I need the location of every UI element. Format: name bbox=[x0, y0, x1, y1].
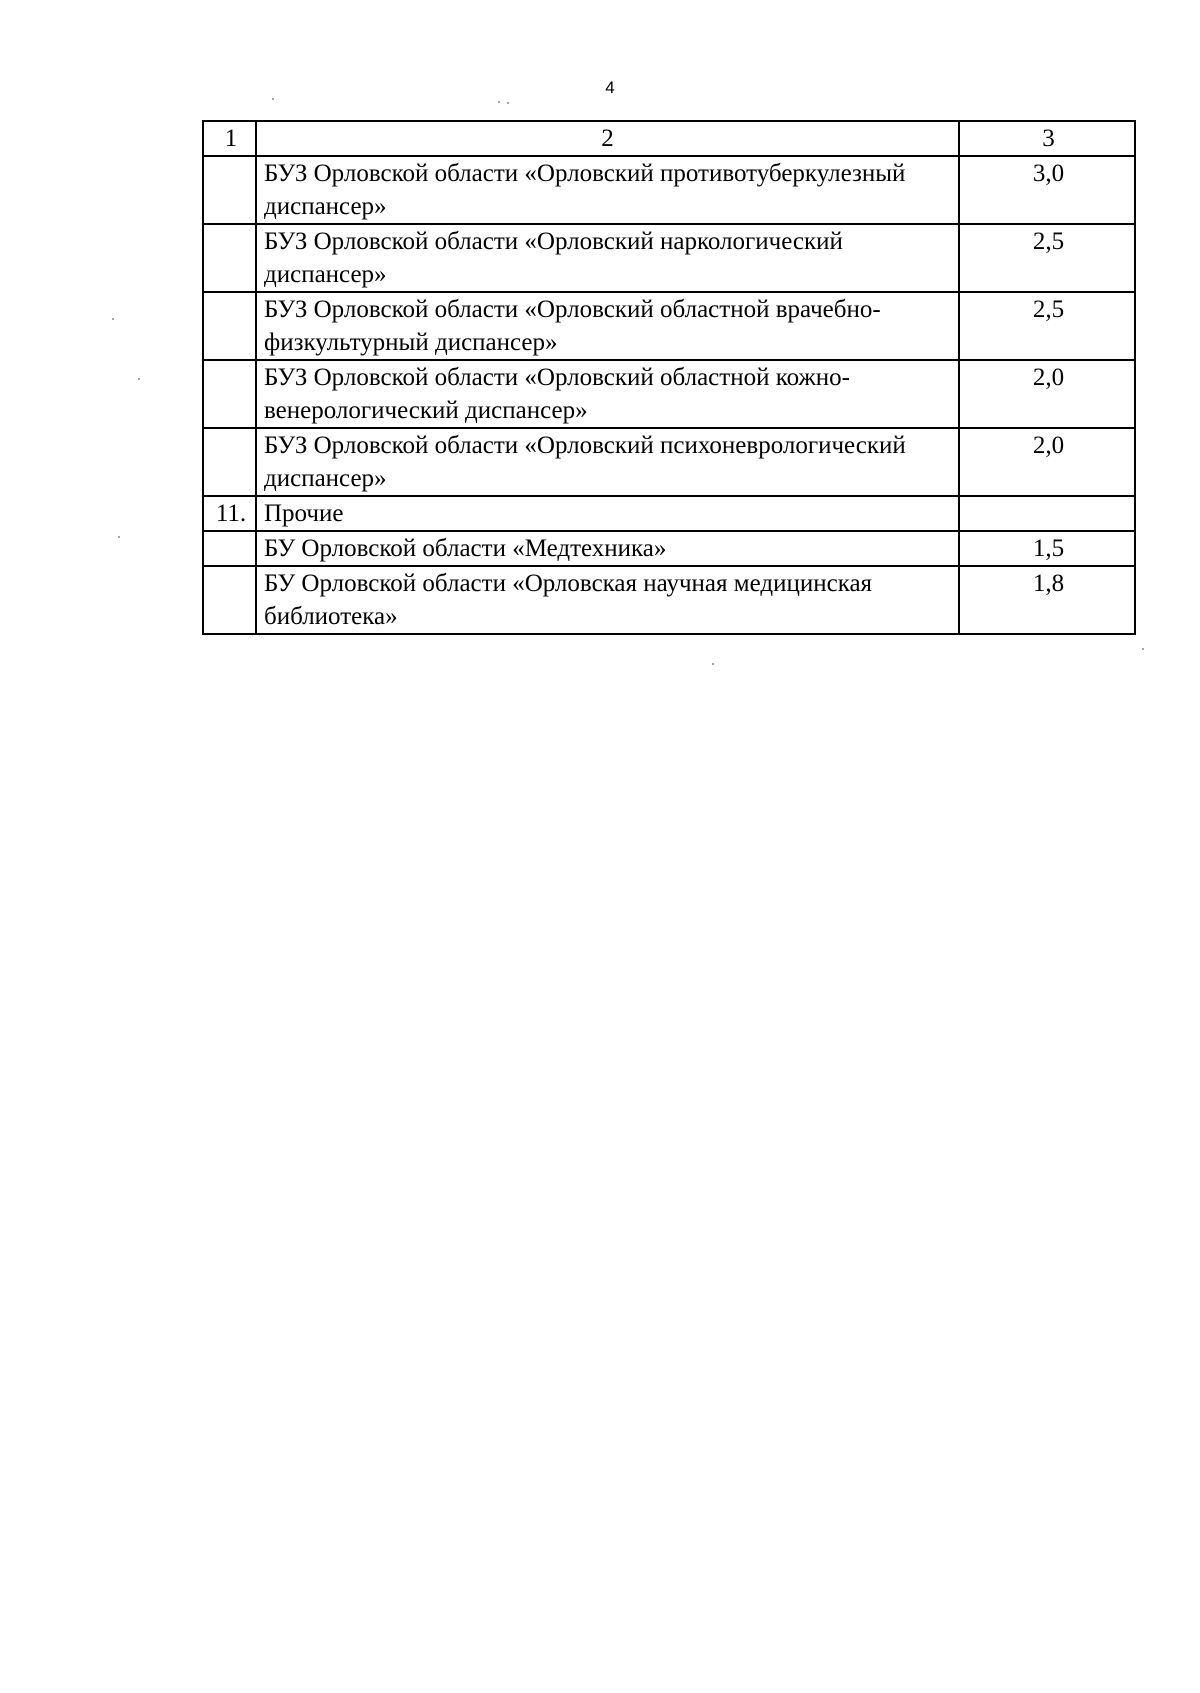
table-row bbox=[203, 428, 1135, 496]
table-row bbox=[203, 531, 1135, 566]
institution-name: БУ Орловской области «Орловская научная медицинская библиотека» bbox=[256, 566, 959, 634]
coefficient-value: 1,8 bbox=[959, 566, 1135, 634]
row-number bbox=[203, 531, 256, 566]
section-title: Прочие bbox=[256, 496, 959, 531]
coefficient-value: 1,5 bbox=[959, 531, 1135, 566]
scan-speck bbox=[1142, 648, 1144, 650]
table-row bbox=[203, 292, 1135, 360]
coefficient-value: 2,5 bbox=[959, 292, 1135, 360]
institution-name: БУЗ Орловской области «Орловский наркологический диспансер» bbox=[256, 224, 959, 292]
coefficient-value: 2,0 bbox=[959, 360, 1135, 428]
header-col-3: 3 bbox=[959, 121, 1135, 156]
row-number bbox=[203, 566, 256, 634]
scan-speck bbox=[112, 318, 114, 320]
scan-speck bbox=[498, 101, 500, 103]
table-row bbox=[203, 566, 1135, 634]
row-number bbox=[203, 292, 256, 360]
scan-speck bbox=[507, 102, 509, 104]
scan-speck bbox=[118, 536, 120, 538]
row-number: 11. bbox=[203, 496, 256, 531]
scan-speck bbox=[712, 663, 714, 665]
table-row bbox=[203, 496, 1135, 531]
table-row bbox=[203, 156, 1135, 224]
row-number bbox=[203, 224, 256, 292]
row-number bbox=[203, 360, 256, 428]
scan-speck bbox=[272, 98, 274, 100]
coefficient-value: 2,5 bbox=[959, 224, 1135, 292]
row-number bbox=[203, 428, 256, 496]
row-number bbox=[203, 156, 256, 224]
table-row bbox=[203, 224, 1135, 292]
institution-name: БУ Орловской области «Медтехника» bbox=[256, 531, 959, 566]
table-row bbox=[203, 360, 1135, 428]
scan-speck bbox=[138, 378, 140, 380]
institution-name: БУЗ Орловской области «Орловский областной врачебно-физкультурный диспансер» bbox=[256, 292, 959, 360]
institution-name: БУЗ Орловской области «Орловский психоневрологический диспансер» bbox=[256, 428, 959, 496]
header-col-1: 1 bbox=[203, 121, 256, 156]
coefficient-value bbox=[959, 496, 1135, 531]
institution-name: БУЗ Орловской области «Орловский областной кожно-венерологический диспансер» bbox=[256, 360, 959, 428]
institution-name: БУЗ Орловской области «Орловский противотуберкулезный диспансер» bbox=[256, 156, 959, 224]
page-number: 4 bbox=[605, 78, 615, 97]
table-header-row bbox=[203, 121, 1135, 156]
coefficient-value: 2,0 bbox=[959, 428, 1135, 496]
document-table bbox=[202, 120, 1136, 635]
coefficient-value: 3,0 bbox=[959, 156, 1135, 224]
header-col-2: 2 bbox=[256, 121, 959, 156]
